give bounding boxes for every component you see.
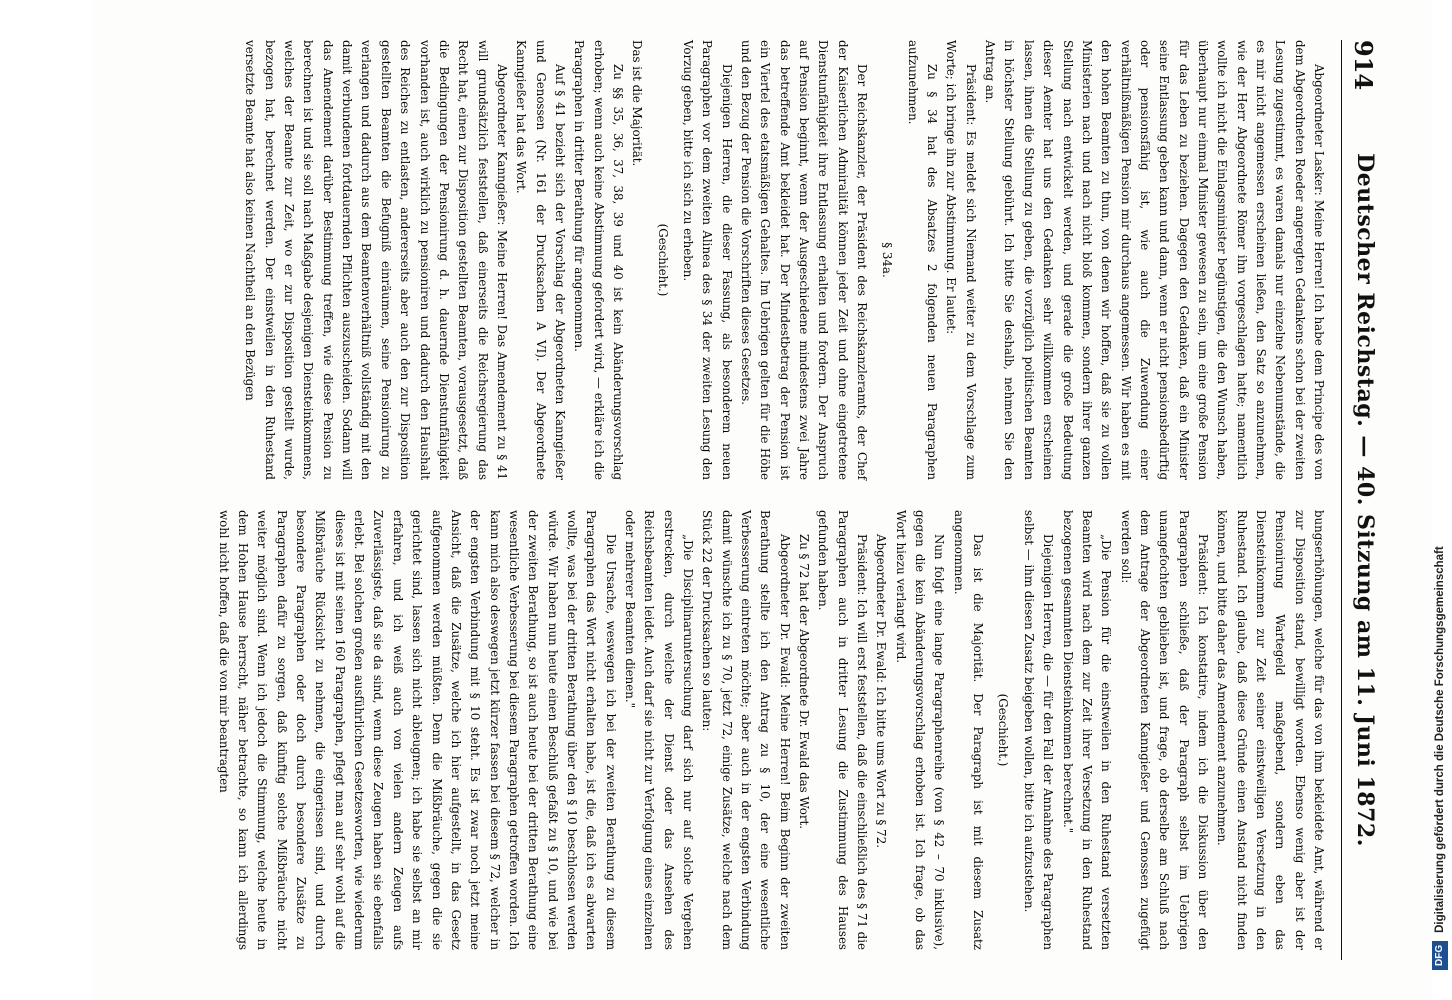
paragraph-lasker: Abgeordneter Lasker: Meine Herren! Ich habe dem Principe des von dem Abgeordneten Roeder angeregten Gedankens schon bei der zweiten Lesung zugestimmt, es waren damals nur einzelne Nebenumstände, die es mir nicht angemessen erscheinen ließen, den Satz so anzunehmen, wie der Herr Abgeordnete Römer ihn vorgeschlagen hatte; namentlich wollte ich nicht die Einlagsminister begünstigen, die den Wunsch haben, überhaupt nur einmal Minister gewesen zu sein, um eine große Pension für das Leben zu beziehen. Dagegen den Gedanken, daß ein Minister seine Entlassung geben kann und dann, wenn er nicht pensionsbedürftig oder pensionsfähig ist, wie auch die Zuwendung einer verhältnißmäßigen Pension mir durchaus angemessen. Wir haben es mit den hohen Beamten zu thun, von denen wir hoffen, daß sie zu vollen Ministerien nach und nach nicht bloß kommen, sondern ihrer ganzen Stellung nach entwickelt werden, und gerade die große Bedeutung dieser Aemter hat uns den Gedanken sehr willkommen erscheinen lassen, ihnen die Stellung zu geben, die vorzüglich politischen Beamten in höchster Stellung gebührt. Ich bitte Sie deshalb, nehmen Sie den Antrag an.	[983, 40, 1326, 480]
paragraph-president-konstatire: Präsident: Ich konstatire, indem ich die Diskussion über den Paragraphen schließe, daß der Paragraph selbst im Uebrigen unangefochten geblieben ist, und frage, ob derselbe am Schluß nach dem Antrage der Abgeordneten Kanngießer und Genossen zugefügt werden soll:	[1118, 510, 1210, 950]
paragraph-ewald-request: Abgeordneter Dr. Ewald: Ich bitte ums Wort zu § 72.	[874, 534, 889, 848]
right-column	[113, 510, 1328, 950]
paragraph-sections-42-70: Nun folgt eine lange Paragraphenreihe (von § 42 – 70 inklusive), gegen die kein Abänderungsvorschlag erhoben ist. Ich frage, ob das Wort hiezu verlangt wird.	[893, 510, 947, 950]
stage-direction-2: (Geschieht.)	[996, 693, 1011, 767]
paragraph-section-72: Zu § 72 hat der Abgeordnete Dr. Ewald das Wort.	[797, 534, 812, 830]
paragraph-kanngiesser: Abgeordneter Kanngießer: Meine Herren! Das Amendement zu § 41 will grundsätzlich feststellen, daß einerseits die Reichsregierung das Recht hat, einen zur Disposition gestellten Beamten, vorausgesetzt, daß die Bedingungen der Pensionirung d. h. dauernde Dienstunfähigkeit vorhanden ist, auch wirklich zu pensioniren und dadurch den Haushalt des Reiches zu entlasten, andererseits aber auch den zur Disposition gestellten Beamten die Befugniß einräumen, seine Pensionirung zu verlangen und dadurch aus dem Beamtenverhältniß vollständig mit den damit verbundenen fortdauernden Pflichten auszuscheiden. Sodann will das Amendement darüber Bestimmung treffen, wie diese Pension zu berechnen ist und sie soll nach Maßgabe desjenigen Diensteinkommens, welches der Beamte zur Zeit, wo er zur Disposition gestellt wurde, bezogen hat, berechnet werden. Der einstweilen in den Ruhestand versetzte Beamte hat also keinen Nachtheil an den Bezügen	[243, 40, 509, 480]
paragraph-vote-request: Diejenigen Herren, die dieser Fassung, als besonderem neuen Paragraphen vor dem zweiten Alinea des § 34 der zweiten Lesung den Vorzug geben, bitte ich sich zu erheben.	[681, 40, 734, 480]
paragraph-section-34a-text: Der Reichskanzler, der Präsident des Reichskanzleramts, der Chef der Kaiserlichen Admiralität können jeder Zeit und ohne eingetretene Dienstunfähigkeit ihre Entlassung erhalten und fordern. Der Anspruch auf Pension beginnt, wenn der Ausgeschiedene mindestens zwei Jahre das betreffende Amt bekleidet hat. Der Mindestbetrag der Pension ist ein Viertel des etatsmäßigen Gehaltes. Im Uebrigen gelten für die Höhe und den Bezug der Pension die Vorschriften dieses Gesetzes.	[739, 40, 870, 480]
page-header	[1341, 40, 1392, 960]
paragraph-section-41: Auf § 41 bezieht sich der Vorschlag der Abgeordneten Kanngießer und Genossen (Nr. 161 der Drucksachen A VI). Der Abgeordnete Kanngießer hat das Wort.	[514, 40, 567, 480]
dfg-side-note	[1408, 40, 1446, 970]
rotated-page	[92, 0, 1432, 1000]
paragraph-majority-2: Das ist die Majorität. Der Paragraph ist mit diesem Zusatz angenommen.	[951, 510, 986, 950]
quoted-amendment: „Die Pension für die einstweilen in den Ruhestand versetzten Beamten wird nach dem zur Zeit ihrer Versetzung in den Ruhestand bezogenen gesammten Diensteinkommen berechnet."	[1060, 510, 1114, 950]
dfg-credit-text: Digitalisierung gefördert durch die Deutsche Forschungsgemeinschaft	[1434, 546, 1446, 933]
quoted-disciplinary: „Die Disciplinaruntersuchung darf sich nur auf solche Vergehen erstrecken, durch welche der Dienst oder das Ansehen des Reichsbeamten leidet. Auch darf sie nicht zur Verfolgung eines einzelnen oder mehrerer Beamten dienen."	[622, 510, 695, 950]
paragraph-new-section-intro: Zu § 34 hat des Absatzes 2 folgenden neuen Paragraphen aufzunehmen.	[905, 40, 940, 480]
paragraph-vote-request-2: Diejenigen Herren, die — für den Fall der Annahme des Paragraphen selbst — ihm diesen Zusatz beigeben wollen, bitte ich aufzustehen.	[1021, 510, 1056, 950]
paragraph-majority: Das ist die Majorität.	[630, 40, 645, 167]
left-column	[113, 40, 1328, 480]
paragraph-president-feststellen: Präsident: Ich will erst feststellen, daß die einschließlich des § 71 die Paragraphen auch in dritter Lesung die Zustimmung des Hauses gefunden haben.	[816, 510, 870, 950]
paragraph-president-vote: Präsident: Es meldet sich Niemand weiter zu dem Vorschlage zum Worte; ich bringe ihn zur Abstimmung. Er lautet:	[944, 40, 978, 480]
paragraph-continuation: bungserhöhungen, welche für das von ihm bekleidete Amt, während er zur Disposition stand, bewilligt worden. Ebenso wenig aber ist der Pensionirung Wartegeld maßgebend, sondern eben das Diensteinkommen zur Zeit seiner einstweiligen Versetzung in den Ruhestand. Ich glaube, daß diese Gründe einen Anstand nicht finden können, und bitte daher das Amendement anzunehmen.	[1215, 510, 1326, 950]
dfg-badge: DFG	[1432, 941, 1448, 970]
page-title: Deutscher Reichstag. — 40. Sitzung am 11. Juni 1872.	[1352, 153, 1378, 847]
section-heading-34a: § 34a.	[880, 242, 895, 278]
paragraph-ewald-continued: Die Ursache, weswegen ich bei der zweiten Berathung zu diesem Paragraphen das Wort nicht erhalten habe, ist die, daß ich es abwarten wollte, was bei der dritten Berathung über den § 10 beschlossen werden würde. Wir haben nun heute einen Beschluß gefaßt zu § 10, und wie bei der zweiten Berathung, so ist auch heute bei der dritten Berathung eine wesentliche Verbesserung bei diesem Paragraphen getroffen worden. Ich kann mich also deswegen jetzt kürzer fassen bei diesem § 72, welcher in der engsten Verbindung mit § 10 steht. Es ist zwar noch jetzt meine Ansicht, daß die Zusätze, welche ich hier aufgestellt, in das Gesetz aufgenommen werden müßten. Denn die Mißbräuche, gegen die sie gerichtet sind, lassen sich nicht ableugnen; ich habe sie selbst an mir erfahren, und ich weiß auch von vielen andern Zeugen aufs Zuverlässigste, daß sie da sind, wenn diese Zeugen haben sie ebenfalls erlebt. Bei solchen großen ausführlichen Gesetzesworten, wie wiederum dieses ist mit seinen 160 Paragraphen, pflegt man auf sehr wohl auf die Mißbräuche Rücksicht zu nehmen, die eingerissen sind, und durch besondere Paragraphen oder doch durch besondere Zusätze zu Paragraphen dafür zu sorgen, daß künftig solche Mißbräuche nicht weiter möglich sind. Wenn ich jedoch die Stimmung, welche heute in dem Hohen Hause herrscht, näher betrachte, so kann ich allerdings wohl nicht hoffen, daß die von mir beantragten	[216, 510, 618, 950]
stage-direction: (Geschieht.)	[655, 223, 670, 297]
paragraph-ewald-speech: Abgeordneter Dr. Ewald: Meine Herren! Beim Beginn der zweiten Berathung stellte ich den Antrag zu § 10, der eine wesentliche Verbesserung eintreten möchte; aber auch in der engsten Verbindung damit wünschte ich zu § 70, jetzt 72, einige Zusätze, welche nach dem Stück 22 der Drucksachen so lauten:	[700, 510, 792, 950]
paragraph-sections-35-40: Zu §§ 35, 36, 37, 38, 39 und 40 ist kein Abänderungsvorschlag erhoben; wenn auch keine Abstimmung gefordert wird, — erkläre ich die Paragraphen in dritter Berathung für angenommen.	[572, 40, 625, 480]
page-number: 914	[1349, 40, 1378, 91]
